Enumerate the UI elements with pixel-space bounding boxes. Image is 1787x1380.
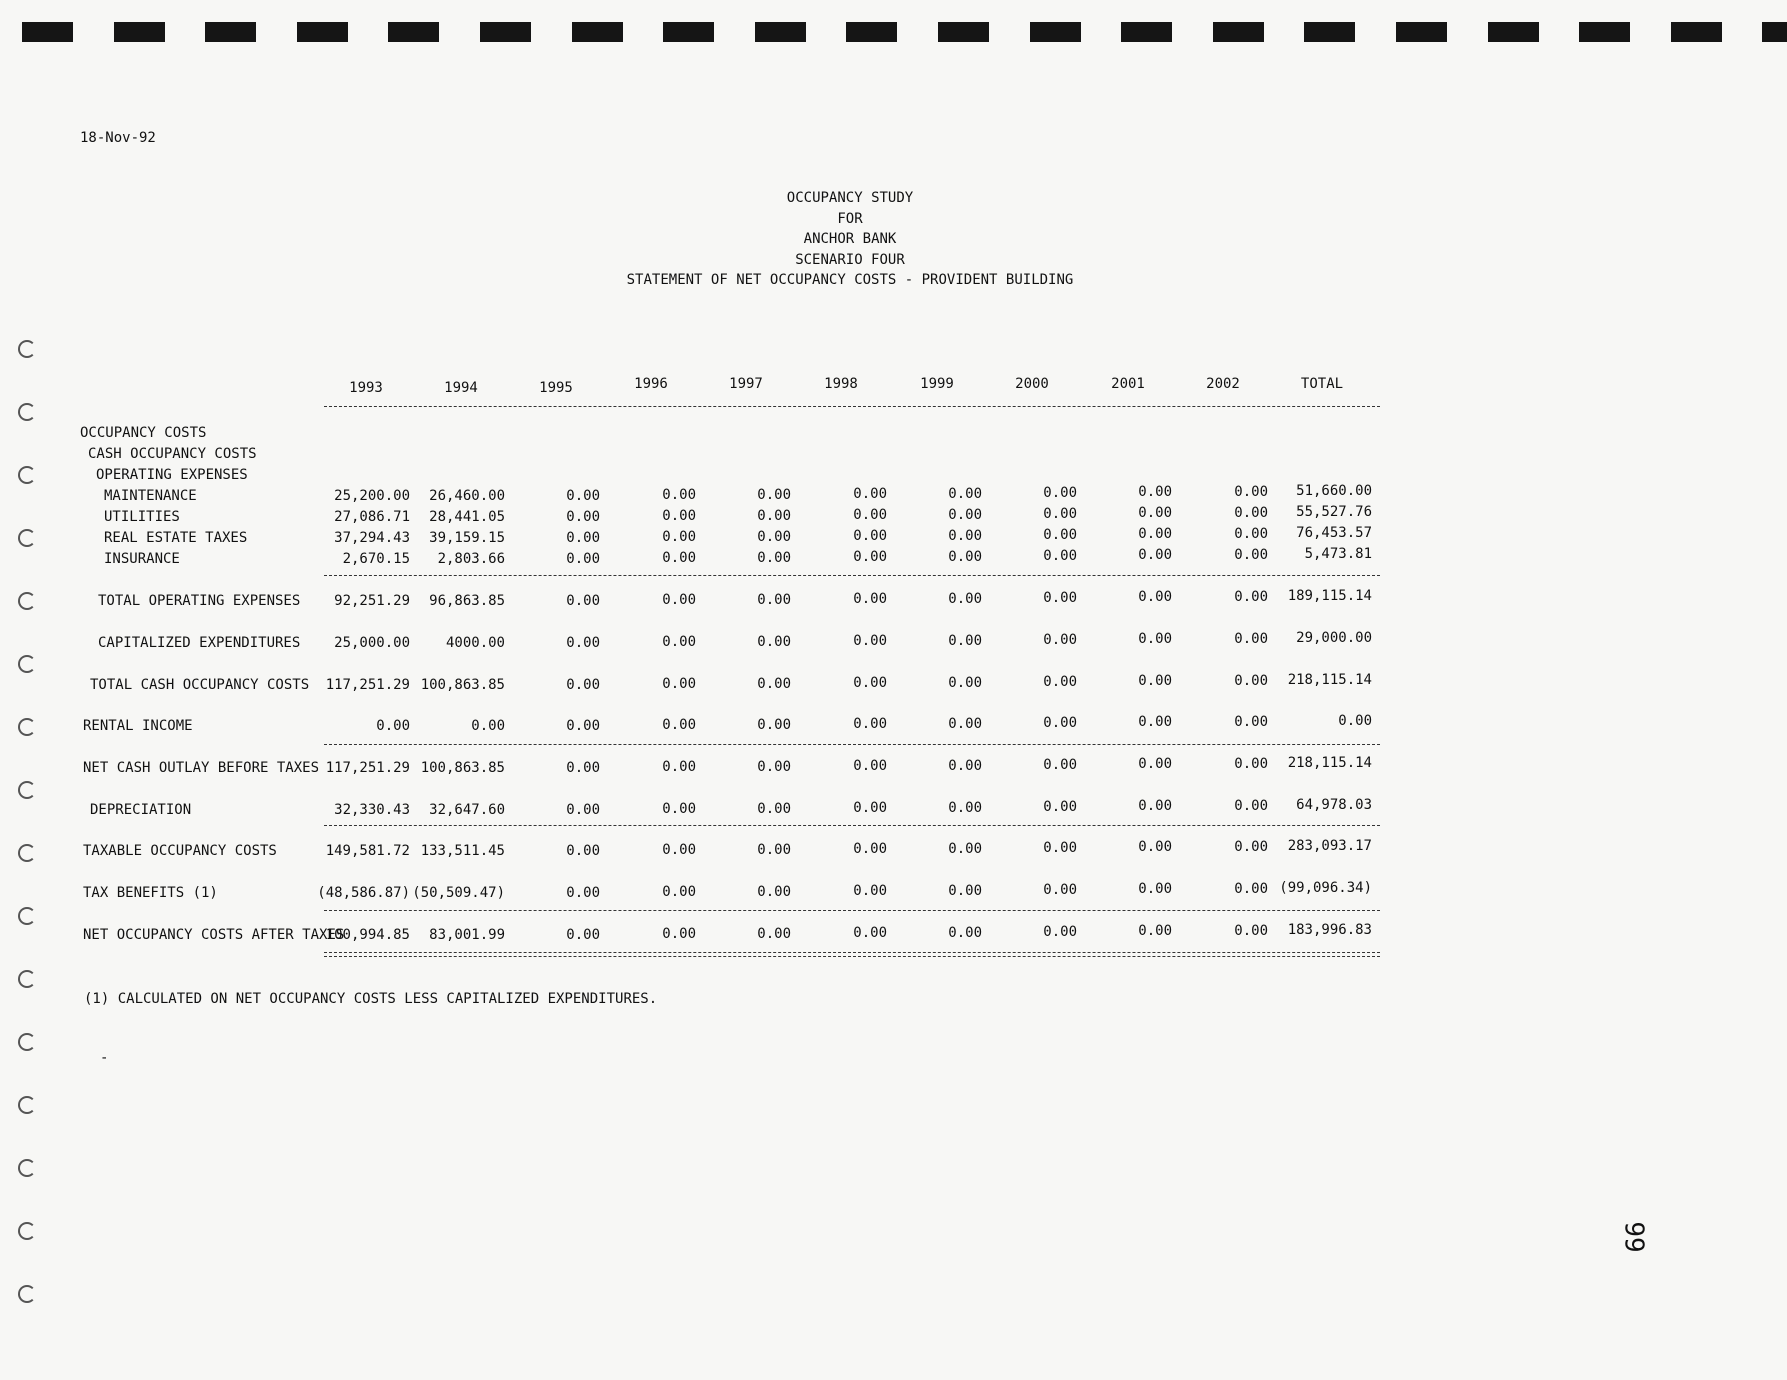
table-cell: 0.00 (662, 842, 696, 858)
section-cash-occupancy-costs: CASH OCCUPANCY COSTS (88, 446, 257, 462)
row-label: INSURANCE (104, 551, 180, 567)
table-cell: 0.00 (566, 530, 600, 546)
table-cell: 0.00 (853, 486, 887, 502)
table-cell: 32,330.43 (334, 802, 410, 818)
table-cell: 37,294.43 (334, 530, 410, 546)
table-cell: 0.00 (1138, 484, 1172, 500)
table-cell: 0.00 (566, 718, 600, 734)
table-cell: 25,000.00 (334, 635, 410, 651)
table-cell: 0.00 (853, 716, 887, 732)
row-label: NET CASH OUTLAY BEFORE TAXES (83, 760, 320, 776)
table-cell: 117,251.29 (325, 760, 410, 776)
table-cell: 0.00 (1234, 547, 1268, 563)
table-cell: (99,096.34) (1279, 880, 1372, 896)
table-cell: 0.00 (1043, 674, 1077, 690)
binder-hole (18, 1285, 36, 1303)
row-label: TAX BENEFITS (1) (83, 885, 218, 901)
row-label: MAINTENANCE (104, 488, 197, 504)
dashed-rule (324, 406, 1380, 407)
table-cell: 183,996.83 (1287, 922, 1372, 938)
table-cell: 0.00 (948, 633, 982, 649)
table-cell: 0.00 (1234, 839, 1268, 855)
table-cell: 2,803.66 (437, 551, 505, 567)
table-cell: 0.00 (1043, 799, 1077, 815)
table-cell: 0.00 (1138, 923, 1172, 939)
table-cell: 218,115.14 (1287, 755, 1372, 771)
footnote: (1) CALCULATED ON NET OCCUPANCY COSTS LESS CAPITALIZED EXPENDITURES. (84, 991, 658, 1007)
table-cell: 0.00 (662, 634, 696, 650)
table-cell: 25,200.00 (334, 488, 410, 504)
table-cell: 0.00 (757, 508, 791, 524)
column-header-1994: 1994 (444, 380, 478, 396)
table-cell: 0.00 (757, 884, 791, 900)
binder-hole (18, 1033, 36, 1051)
table-cell: 0.00 (853, 800, 887, 816)
report-date: 18-Nov-92 (80, 130, 156, 146)
table-cell: 0.00 (566, 488, 600, 504)
stray-mark: - (100, 1050, 109, 1066)
table-cell: 28,441.05 (429, 509, 505, 525)
table-cell: 189,115.14 (1287, 588, 1372, 604)
section-occupancy-costs: OCCUPANCY COSTS (80, 425, 207, 441)
heading-line-3: ANCHOR BANK (803, 231, 897, 247)
table-cell: 0.00 (757, 926, 791, 942)
section-operating-expenses: OPERATING EXPENSES (96, 467, 248, 483)
table-cell: 100,863.85 (420, 760, 505, 776)
table-cell: 149,581.72 (325, 843, 410, 859)
table-cell: 0.00 (757, 842, 791, 858)
table-cell: 0.00 (757, 676, 791, 692)
table-cell: 0.00 (1234, 881, 1268, 897)
table-cell: 26,460.00 (429, 488, 505, 504)
table-cell: (48,586.87) (317, 885, 410, 901)
heading-line-5: STATEMENT OF NET OCCUPANCY COSTS - PROVIDENT BUILDING (626, 272, 1074, 288)
heading-line-2: FOR (837, 210, 863, 227)
table-cell: 0.00 (757, 487, 791, 503)
row-label: REAL ESTATE TAXES (104, 530, 248, 546)
table-cell: 0.00 (566, 551, 600, 567)
table-cell: 29,000.00 (1296, 630, 1372, 646)
column-header-1999: 1999 (920, 376, 954, 392)
table-cell: 5,473.81 (1304, 546, 1372, 562)
table-cell: 0.00 (948, 528, 982, 544)
table-cell: 0.00 (662, 884, 696, 900)
heading-line-1: OCCUPANCY STUDY (786, 190, 914, 206)
table-cell: 0.00 (1138, 547, 1172, 563)
table-cell: 0.00 (1043, 840, 1077, 856)
table-cell: 0.00 (1043, 924, 1077, 940)
binder-hole (18, 1096, 36, 1114)
table-cell: 0.00 (566, 843, 600, 859)
table-cell: 0.00 (1043, 757, 1077, 773)
table-cell: 0.00 (1138, 714, 1172, 730)
table-cell: 0.00 (1043, 527, 1077, 543)
table-cell: 39,159.15 (429, 530, 505, 546)
table-cell: 0.00 (566, 760, 600, 776)
table-cell: (50,509.47) (412, 885, 505, 901)
table-cell: 0.00 (1043, 715, 1077, 731)
heading-line-4: SCENARIO FOUR (795, 251, 905, 268)
table-cell: 0.00 (948, 841, 982, 857)
table-cell: 4000.00 (445, 635, 505, 651)
row-label: TOTAL CASH OCCUPANCY COSTS (90, 677, 310, 693)
table-cell: 0.00 (662, 487, 696, 503)
table-cell: 0.00 (853, 925, 887, 941)
table-cell: 0.00 (1138, 839, 1172, 855)
table-cell: 0.00 (853, 758, 887, 774)
table-cell: 0.00 (1234, 505, 1268, 521)
table-cell: 0.00 (853, 591, 887, 607)
binder-hole (18, 1159, 36, 1177)
table-cell: 0.00 (662, 801, 696, 817)
row-label: TOTAL OPERATING EXPENSES (98, 593, 301, 609)
table-cell: 0.00 (566, 635, 600, 651)
dashed-rule (324, 910, 1380, 911)
table-cell: 0.00 (948, 591, 982, 607)
table-cell: 0.00 (948, 925, 982, 941)
table-cell: 0.00 (662, 759, 696, 775)
table-cell: 0.00 (1234, 756, 1268, 772)
table-cell: 55,527.76 (1296, 504, 1372, 520)
table-cell: 0.00 (1043, 632, 1077, 648)
table-cell: 83,001.99 (429, 927, 505, 943)
table-cell: 218,115.14 (1287, 672, 1372, 688)
dashed-rule (324, 744, 1380, 745)
table-cell: 0.00 (757, 550, 791, 566)
table-cell: 0.00 (566, 509, 600, 525)
table-cell: 0.00 (948, 800, 982, 816)
table-cell: 0.00 (1234, 714, 1268, 730)
table-cell: 0.00 (1043, 590, 1077, 606)
table-cell: 0.00 (1138, 526, 1172, 542)
column-header-total: TOTAL (1300, 376, 1344, 392)
table-cell: 96,863.85 (429, 593, 505, 609)
column-header-1998: 1998 (824, 376, 858, 392)
table-cell: 0.00 (662, 717, 696, 733)
table-cell: 0.00 (1043, 882, 1077, 898)
table-cell: 0.00 (662, 676, 696, 692)
table-cell: 0.00 (566, 927, 600, 943)
table-cell: 100,863.85 (420, 677, 505, 693)
table-cell: 0.00 (853, 841, 887, 857)
table-cell: 0.00 (948, 716, 982, 732)
table-cell: 0.00 (566, 802, 600, 818)
table-cell: 0.00 (1138, 505, 1172, 521)
binder-hole (18, 1222, 36, 1240)
table-cell: 0.00 (1234, 798, 1268, 814)
table-cell: 32,647.60 (429, 802, 505, 818)
table-cell: 92,251.29 (334, 593, 410, 609)
table-cell: 0.00 (662, 508, 696, 524)
table-cell: 0.00 (948, 486, 982, 502)
table-cell: 0.00 (1138, 798, 1172, 814)
row-label: DEPRECIATION (90, 802, 192, 818)
dashed-rule (324, 825, 1380, 826)
table-cell: 0.00 (1138, 756, 1172, 772)
table-cell: 0.00 (757, 801, 791, 817)
table-cell: 2,670.15 (342, 551, 410, 567)
double-rule (324, 952, 1380, 957)
table-cell: 0.00 (948, 675, 982, 691)
table-cell: 0.00 (566, 593, 600, 609)
row-label: NET OCCUPANCY COSTS AFTER TAXES (83, 927, 345, 943)
table-cell: 117,251.29 (325, 677, 410, 693)
table-cell: 0.00 (662, 926, 696, 942)
table-cell: 0.00 (853, 883, 887, 899)
table-cell: 0.00 (853, 675, 887, 691)
column-header-2001: 2001 (1111, 376, 1145, 392)
table-cell: 0.00 (1138, 631, 1172, 647)
table-cell: 0.00 (1234, 631, 1268, 647)
table-cell: 0.00 (853, 633, 887, 649)
table-cell: 0.00 (757, 592, 791, 608)
table-cell: 0.00 (1043, 506, 1077, 522)
table-cell: 0.00 (1043, 485, 1077, 501)
table-cell: 0.00 (853, 507, 887, 523)
table-cell: 0.00 (853, 549, 887, 565)
table-cell: 0.00 (948, 507, 982, 523)
row-label: TAXABLE OCCUPANCY COSTS (83, 843, 277, 859)
table-cell: 0.00 (757, 759, 791, 775)
table-cell: 0.00 (1234, 484, 1268, 500)
table-cell: 0.00 (376, 718, 410, 734)
table-cell: 0.00 (1138, 589, 1172, 605)
table-cell: 0.00 (853, 528, 887, 544)
table-cell: 0.00 (1234, 526, 1268, 542)
table-cell: 76,453.57 (1296, 525, 1372, 541)
table-cell: 0.00 (1138, 673, 1172, 689)
table-cell: 0.00 (566, 677, 600, 693)
table-cell: 27,086.71 (334, 509, 410, 525)
column-header-1993: 1993 (349, 380, 383, 396)
table-cell: 133,511.45 (420, 843, 505, 859)
table-cell: 0.00 (662, 550, 696, 566)
column-header-2000: 2000 (1015, 376, 1049, 392)
table-cell: 0.00 (1234, 589, 1268, 605)
table-cell: 51,660.00 (1296, 483, 1372, 499)
column-header-1997: 1997 (729, 376, 763, 392)
table-cell: 0.00 (1138, 881, 1172, 897)
table-cell: 0.00 (948, 549, 982, 565)
table-cell: 0.00 (757, 634, 791, 650)
table-cell: 0.00 (757, 529, 791, 545)
table-cell: 0.00 (566, 885, 600, 901)
column-header-2002: 2002 (1206, 376, 1240, 392)
row-label: CAPITALIZED EXPENDITURES (98, 635, 301, 651)
table-cell: 100,994.85 (325, 927, 410, 943)
page-number: 99 (1618, 1221, 1649, 1253)
table-cell: 0.00 (1338, 713, 1372, 729)
row-label: UTILITIES (104, 509, 180, 525)
column-header-1995: 1995 (539, 380, 573, 396)
table-cell: 0.00 (757, 717, 791, 733)
table-cell: 0.00 (471, 718, 505, 734)
dashed-rule (324, 575, 1380, 576)
table-cell: 0.00 (1043, 548, 1077, 564)
table-cell: 0.00 (948, 758, 982, 774)
table-cell: 0.00 (662, 592, 696, 608)
table-cell: 0.00 (1234, 673, 1268, 689)
table-cell: 0.00 (1234, 923, 1268, 939)
row-label: RENTAL INCOME (83, 718, 193, 734)
table-cell: 0.00 (948, 883, 982, 899)
table-cell: 0.00 (662, 529, 696, 545)
table-cell: 64,978.03 (1296, 797, 1372, 813)
table-cell: 283,093.17 (1287, 838, 1372, 854)
column-header-1996: 1996 (634, 376, 668, 392)
